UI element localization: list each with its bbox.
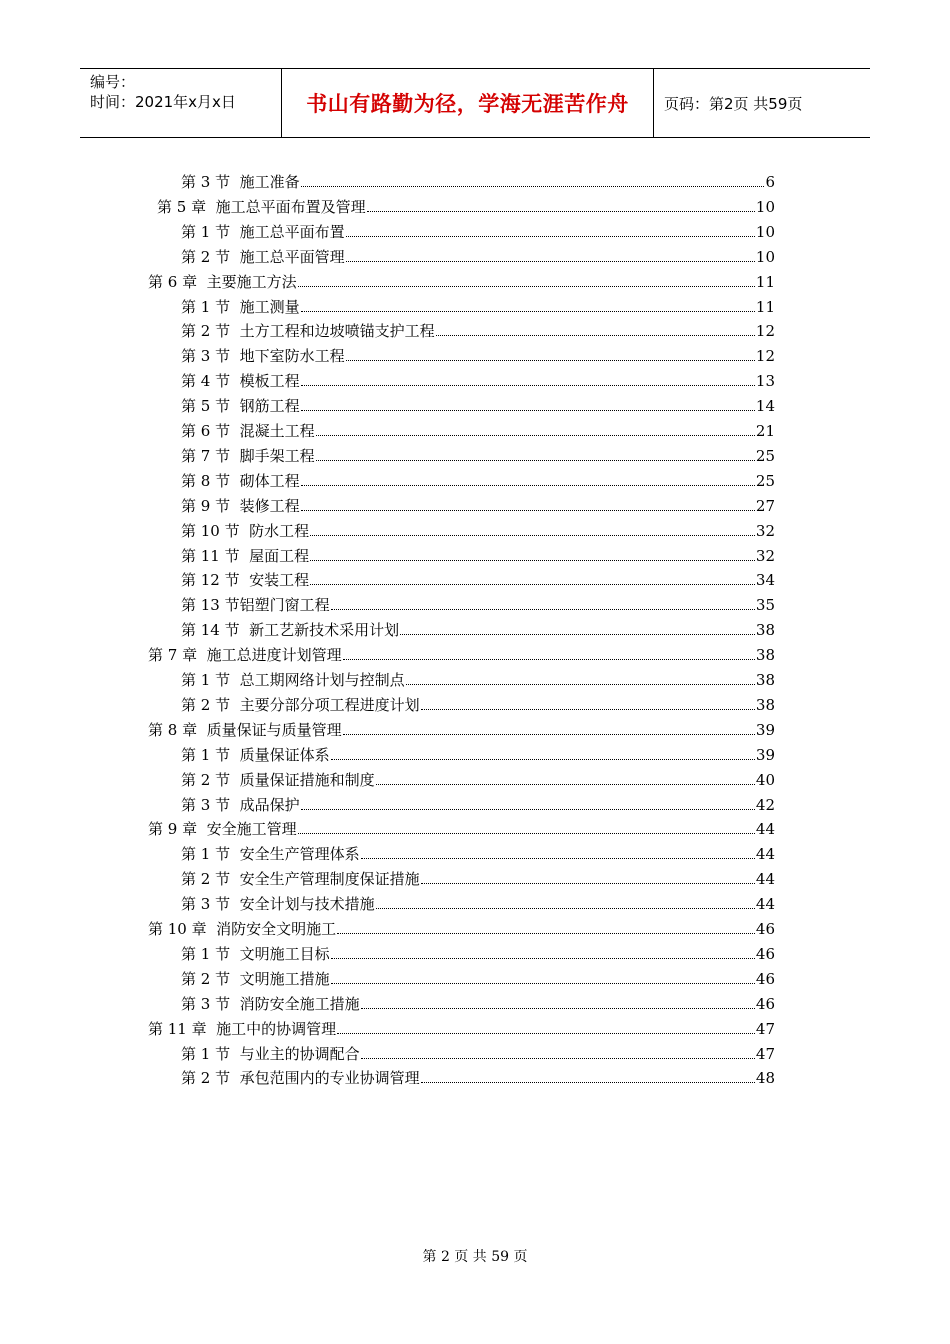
toc-page-number: 46 xyxy=(755,944,775,963)
toc-page-number: 48 xyxy=(755,1069,775,1088)
toc-entry-label: 第 1 节 施工总平面布置 xyxy=(181,222,345,241)
toc-dot-leader xyxy=(361,857,755,859)
toc-entry-label: 第 2 节 土方工程和边坡喷锚支护工程 xyxy=(181,322,435,341)
toc-page-number: 6 xyxy=(765,173,775,191)
header-page-info: 页码：第2页 共59页 xyxy=(664,94,803,113)
toc-entry-label: 第 1 节 总工期网络计划与控制点 xyxy=(181,671,405,689)
toc-entry-label: 第 8 节 砌体工程 xyxy=(181,471,300,490)
toc-page-number: 10 xyxy=(755,222,775,241)
toc-section-entry[interactable] xyxy=(181,492,775,516)
toc-page-number: 38 xyxy=(755,695,775,714)
toc-dot-leader xyxy=(343,733,755,735)
toc-section-entry[interactable] xyxy=(181,517,775,541)
toc-dot-leader xyxy=(301,384,755,386)
toc-entry-label: 第 3 节 成品保护 xyxy=(181,795,300,814)
toc-dot-leader xyxy=(421,1081,755,1083)
toc-dot-leader xyxy=(337,932,755,934)
toc-page-number: 14 xyxy=(755,397,775,416)
toc-entry-label: 第 2 节 质量保证措施和制度 xyxy=(181,770,375,789)
toc-dot-leader xyxy=(316,459,755,461)
toc-page-number: 12 xyxy=(755,347,775,366)
toc-dot-leader xyxy=(421,708,755,710)
toc-page-number: 46 xyxy=(755,920,775,938)
toc-page-number: 40 xyxy=(755,770,775,789)
toc-chapter-entry[interactable] xyxy=(148,1015,775,1039)
toc-dot-leader xyxy=(331,957,755,959)
toc-entry-label: 第 1 节 文明施工目标 xyxy=(181,944,330,963)
toc-section-entry[interactable] xyxy=(181,417,775,441)
toc-entry-label: 第 11 节 屋面工程 xyxy=(181,546,310,565)
toc-section-entry[interactable] xyxy=(181,392,775,416)
toc-page-number: 38 xyxy=(755,671,775,689)
header-motto: 书山有路勤为径，学海无涯苦作舟 xyxy=(306,92,629,116)
toc-section-entry[interactable] xyxy=(181,367,775,391)
toc-dot-leader xyxy=(346,359,755,361)
toc-section-entry[interactable] xyxy=(181,442,775,466)
page-header xyxy=(80,68,870,138)
toc-section-entry[interactable] xyxy=(181,840,775,864)
toc-dot-leader xyxy=(400,633,755,635)
toc-entry-label: 第 6 章 主要施工方法 xyxy=(148,272,297,291)
toc-dot-leader xyxy=(421,882,755,884)
toc-page-number: 47 xyxy=(755,1044,775,1063)
toc-entry-label: 第 2 节 文明施工措施 xyxy=(181,969,330,988)
toc-section-entry[interactable] xyxy=(181,342,775,366)
toc-dot-leader xyxy=(376,907,755,909)
toc-page-number: 32 xyxy=(755,546,775,565)
header-page-info-cell xyxy=(654,69,870,137)
toc-entry-label: 第 3 节 消防安全施工措施 xyxy=(181,994,360,1013)
toc-section-entry[interactable] xyxy=(181,990,775,1014)
toc-section-entry[interactable] xyxy=(181,1040,775,1064)
toc-entry-label: 第 1 节 安全生产管理体系 xyxy=(181,845,360,864)
toc-dot-leader xyxy=(301,409,755,411)
toc-page-number: 44 xyxy=(755,895,775,914)
toc-entry-label: 第 14 节 新工艺新技术采用计划 xyxy=(181,621,400,640)
toc-section-entry[interactable] xyxy=(181,467,775,491)
toc-entry-label: 第 3 节 地下室防水工程 xyxy=(181,347,345,366)
toc-entry-label: 第 5 节 钢筋工程 xyxy=(181,397,300,416)
toc-dot-leader xyxy=(331,758,755,760)
toc-dot-leader xyxy=(346,260,755,262)
toc-section-entry[interactable] xyxy=(181,616,775,640)
toc-entry-label: 第 2 节 承包范围内的专业协调管理 xyxy=(181,1069,420,1088)
toc-page-number: 11 xyxy=(755,272,775,291)
page-footer: 第 2 页 共 59 页 xyxy=(422,1249,528,1265)
toc-entry-label: 第 1 节 施工测量 xyxy=(181,297,300,316)
toc-entry-label: 第 7 节 脚手架工程 xyxy=(181,446,315,465)
toc-dot-leader xyxy=(436,334,755,336)
toc-page-number: 39 xyxy=(755,720,775,739)
toc-page-number: 35 xyxy=(755,596,775,615)
toc-section-entry[interactable] xyxy=(181,890,775,914)
toc-page-number: 47 xyxy=(755,1019,775,1038)
toc-entry-label: 第 12 节 安装工程 xyxy=(181,571,310,590)
toc-page-number: 42 xyxy=(755,795,775,814)
toc-section-entry[interactable] xyxy=(181,965,775,989)
toc-chapter-entry[interactable] xyxy=(148,815,775,839)
toc-chapter-entry[interactable] xyxy=(148,268,775,292)
toc-chapter-entry[interactable] xyxy=(148,915,775,939)
toc-dot-leader xyxy=(310,534,755,536)
toc-dot-leader xyxy=(301,185,765,187)
toc-page-number: 11 xyxy=(755,297,775,316)
toc-entry-label: 第 5 章 施工总平面布置及管理 xyxy=(157,197,366,216)
toc-page-number: 44 xyxy=(755,845,775,864)
toc-section-entry[interactable] xyxy=(181,293,775,317)
toc-dot-leader xyxy=(298,832,755,834)
toc-entry-label: 第 10 节 防水工程 xyxy=(181,521,310,540)
toc-section-entry[interactable] xyxy=(181,741,775,765)
toc-dot-leader xyxy=(376,783,755,785)
toc-entry-label: 第 10 章 消防安全文明施工 xyxy=(148,920,337,938)
toc-entry-label: 第 9 章 安全施工管理 xyxy=(148,820,297,839)
toc-dot-leader xyxy=(301,509,755,511)
toc-dot-leader xyxy=(301,484,755,486)
toc-entry-label: 第 8 章 质量保证与质量管理 xyxy=(148,720,342,739)
toc-dot-leader xyxy=(361,1007,755,1009)
toc-entry-label: 第 13 节铝塑门窗工程 xyxy=(181,596,330,615)
toc-page-number: 13 xyxy=(755,372,775,391)
toc-entry-label: 第 11 章 施工中的协调管理 xyxy=(148,1019,337,1038)
toc-page-number: 10 xyxy=(755,247,775,266)
toc-dot-leader xyxy=(346,235,755,237)
toc-section-entry[interactable] xyxy=(181,243,775,267)
serial-label: 编号： xyxy=(90,73,136,91)
header-motto-cell xyxy=(282,69,654,137)
toc-page-number: 38 xyxy=(755,621,775,640)
toc-section-entry[interactable] xyxy=(181,940,775,964)
header-meta xyxy=(80,69,282,137)
toc-page-number: 46 xyxy=(755,994,775,1013)
toc-chapter-entry[interactable] xyxy=(157,193,775,217)
toc-page-number: 38 xyxy=(755,646,775,665)
toc-dot-leader xyxy=(331,982,755,984)
toc-entry-label: 第 4 节 模板工程 xyxy=(181,372,300,391)
toc-section-entry[interactable] xyxy=(181,566,775,590)
toc-chapter-entry[interactable] xyxy=(148,716,775,740)
toc-page-number: 27 xyxy=(755,496,775,515)
toc-dot-leader xyxy=(301,808,755,810)
toc-page-number: 44 xyxy=(755,820,775,839)
toc-page-number: 12 xyxy=(755,322,775,341)
toc-section-entry[interactable] xyxy=(181,766,775,790)
time-label: 时间：2021年x月x日 xyxy=(90,93,236,111)
toc-entry-label: 第 2 节 主要分部分项工程进度计划 xyxy=(181,695,420,714)
toc-entry-label: 第 9 节 装修工程 xyxy=(181,496,300,515)
toc-entry-label: 第 3 节 施工准备 xyxy=(181,173,300,191)
toc-entry-label: 第 2 节 安全生产管理制度保证措施 xyxy=(181,870,420,889)
toc-page-number: 25 xyxy=(755,446,775,465)
toc-dot-leader xyxy=(361,1057,755,1059)
toc-entry-label: 第 2 节 施工总平面管理 xyxy=(181,247,345,266)
toc-entry-label: 第 3 节 安全计划与技术措施 xyxy=(181,895,375,914)
toc-dot-leader xyxy=(310,583,755,585)
toc-section-entry[interactable] xyxy=(181,542,775,566)
toc-entry-label: 第 7 章 施工总进度计划管理 xyxy=(148,646,342,665)
toc-section-entry[interactable] xyxy=(181,317,775,341)
toc-dot-leader xyxy=(298,285,755,287)
toc-dot-leader xyxy=(367,210,755,212)
toc-dot-leader xyxy=(406,683,755,685)
toc-page-number: 39 xyxy=(755,745,775,764)
toc-page-number: 46 xyxy=(755,969,775,988)
toc-dot-leader xyxy=(310,559,755,561)
toc-page-number: 25 xyxy=(755,471,775,490)
toc-page-number: 21 xyxy=(755,422,775,440)
toc-dot-leader xyxy=(316,434,755,436)
toc-section-entry[interactable] xyxy=(181,666,775,690)
toc-section-entry[interactable] xyxy=(181,168,775,192)
toc-entry-label: 第 6 节 混凝土工程 xyxy=(181,422,315,440)
toc-entry-label: 第 1 节 与业主的协调配合 xyxy=(181,1044,360,1063)
toc-section-entry[interactable] xyxy=(181,865,775,889)
toc-section-entry[interactable] xyxy=(181,791,775,815)
toc-page-number: 10 xyxy=(755,197,775,216)
toc-page-number: 34 xyxy=(755,571,775,590)
toc-section-entry[interactable] xyxy=(181,218,775,242)
toc-chapter-entry[interactable] xyxy=(148,641,775,665)
toc-dot-leader xyxy=(337,1032,755,1034)
toc-section-entry[interactable] xyxy=(181,1064,775,1088)
toc-dot-leader xyxy=(331,608,755,610)
toc-section-entry[interactable] xyxy=(181,591,775,615)
toc-entry-label: 第 1 节 质量保证体系 xyxy=(181,745,330,764)
toc-dot-leader xyxy=(301,310,755,312)
toc-page-number: 32 xyxy=(755,521,775,540)
toc-section-entry[interactable] xyxy=(181,691,775,715)
toc-page-number: 44 xyxy=(755,870,775,889)
toc-dot-leader xyxy=(343,658,755,660)
